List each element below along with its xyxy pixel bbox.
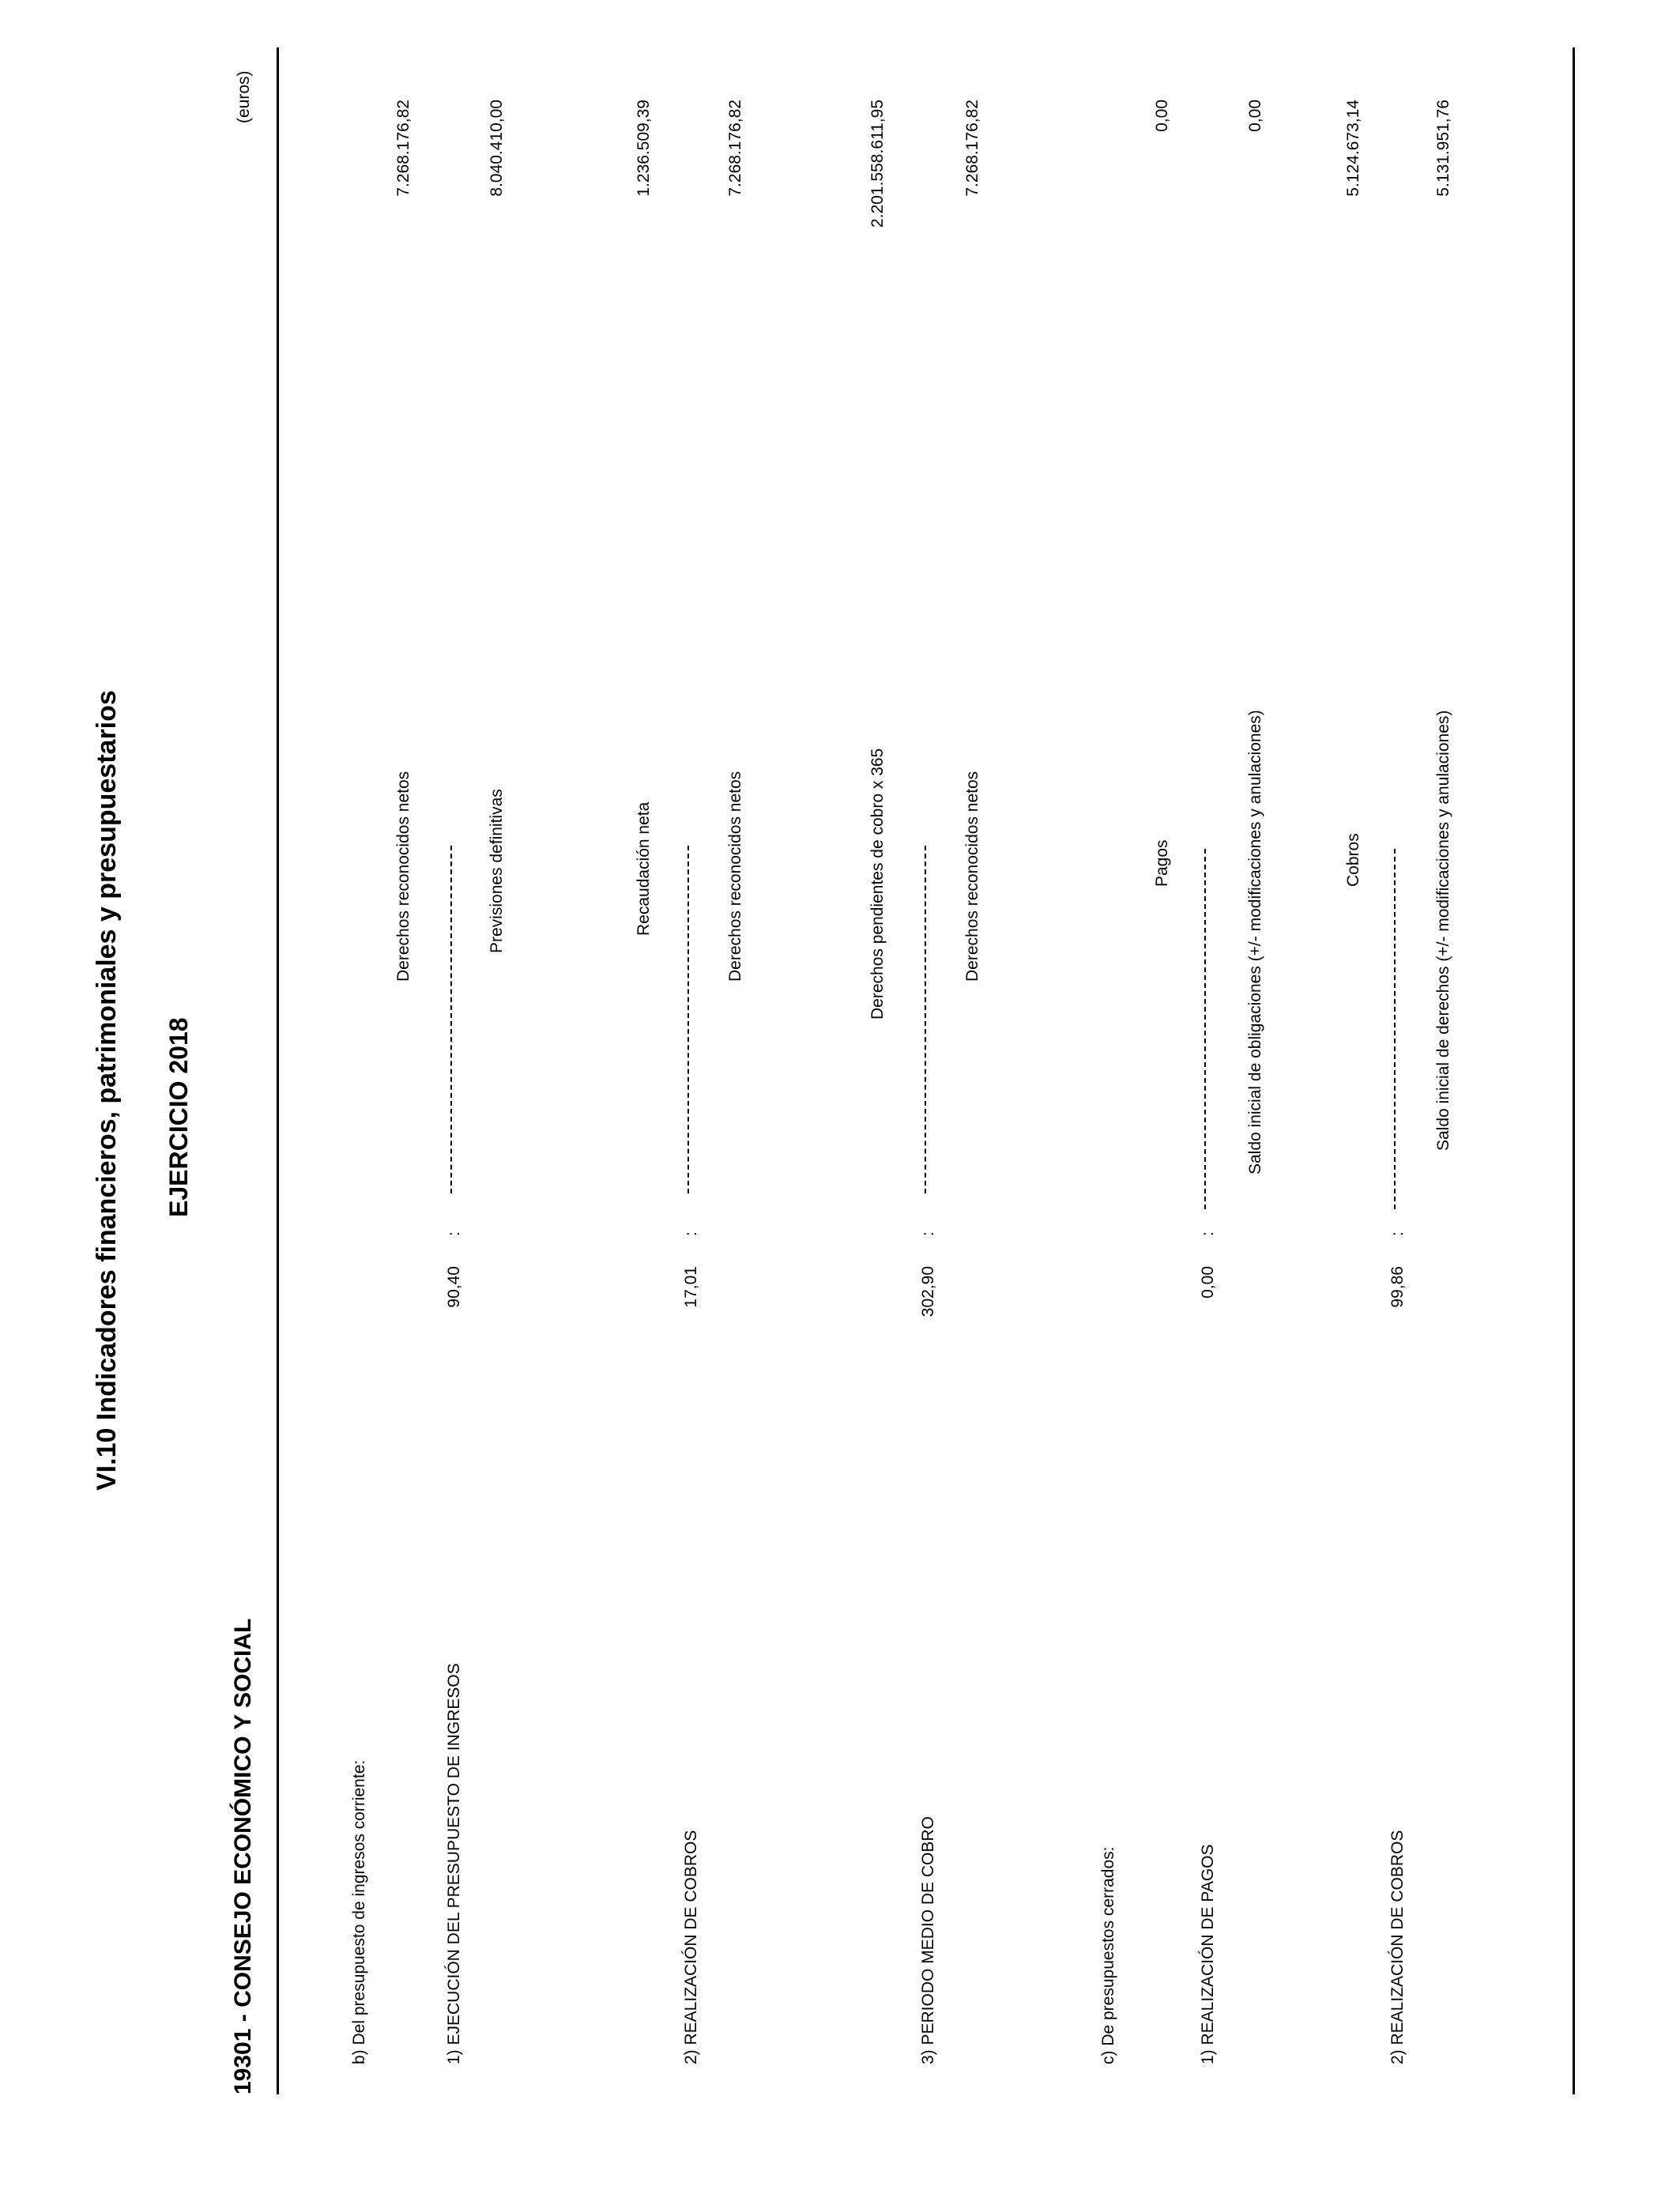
- colon-separator: :: [682, 1231, 700, 1236]
- numerator-amount: 5.124.673,14: [1344, 100, 1362, 197]
- section-b-heading: b) Del presupuesto de ingresos corriente:: [350, 1759, 368, 2064]
- denominator-amount: 7.268.176,82: [726, 100, 744, 197]
- numerator-label: Recaudación neta: [635, 801, 653, 936]
- footer-rule: [1573, 47, 1575, 2094]
- colon-separator: :: [1199, 1231, 1217, 1236]
- fraction-line: [925, 846, 926, 1193]
- fraction-line: [450, 846, 452, 1193]
- units-label: (euros): [235, 70, 253, 123]
- fraction-line: [687, 846, 689, 1193]
- denominator-label: Derechos reconocidos netos: [726, 771, 744, 982]
- indicator-label: 2) REALIZACIÓN DE COBROS: [1388, 1830, 1407, 2064]
- denominator-amount: 0,00: [1246, 100, 1264, 132]
- numerator-amount: 2.201.558.611,95: [868, 100, 887, 228]
- numerator-amount: 0,00: [1153, 100, 1171, 132]
- indicator-label: 1) EJECUCIÓN DEL PRESUPUESTO DE INGRESOS: [445, 1663, 463, 2064]
- colon-separator: :: [445, 1231, 463, 1236]
- colon-separator: :: [919, 1231, 937, 1236]
- denominator-label: Previsiones definitivas: [488, 789, 506, 953]
- page-title: VI.10 Indicadores financieros, patrimoniales y presupuestarios: [92, 690, 122, 1491]
- numerator-label: Cobros: [1344, 833, 1362, 887]
- denominator-amount: 7.268.176,82: [963, 100, 981, 197]
- denominator-label: Saldo inicial de obligaciones (+/- modificaciones y anulaciones): [1246, 710, 1264, 1174]
- numerator-label: Derechos pendientes de cobro x 365: [868, 748, 887, 1020]
- fraction-line: [1394, 849, 1396, 1209]
- numerator-label: Pagos: [1153, 839, 1171, 887]
- denominator-label: Saldo inicial de derechos (+/- modificaciones y anulaciones): [1434, 710, 1452, 1151]
- section-c-heading: c) De presupuestos cerrados:: [1099, 1846, 1117, 2064]
- indicator-value: 302,90: [919, 1266, 937, 1318]
- indicator-value: 99,86: [1388, 1266, 1407, 1308]
- numerator-amount: 7.268.176,82: [394, 100, 412, 197]
- denominator-amount: 8.040.410,00: [488, 100, 506, 197]
- colon-separator: :: [1388, 1231, 1407, 1236]
- indicator-label: 3) PERIODO MEDIO DE COBRO: [919, 1816, 937, 2064]
- indicator-label: 2) REALIZACIÓN DE COBROS: [682, 1830, 700, 2064]
- numerator-amount: 1.236.509,39: [635, 100, 653, 197]
- fraction-line: [1204, 849, 1206, 1209]
- ejercicio-label: EJERCICIO 2018: [164, 1017, 193, 1217]
- denominator-amount: 5.131.951,76: [1434, 100, 1452, 197]
- numerator-label: Derechos reconocidos netos: [394, 771, 412, 982]
- indicator-value: 0,00: [1199, 1266, 1217, 1299]
- indicator-value: 17,01: [682, 1266, 700, 1308]
- denominator-label: Derechos reconocidos netos: [963, 771, 981, 982]
- indicator-label: 1) REALIZACIÓN DE PAGOS: [1199, 1844, 1217, 2064]
- entity-name: 19301 - CONSEJO ECONÓMICO Y SOCIAL: [230, 1618, 256, 2094]
- header-rule: [277, 47, 279, 2094]
- indicator-value: 90,40: [445, 1266, 463, 1308]
